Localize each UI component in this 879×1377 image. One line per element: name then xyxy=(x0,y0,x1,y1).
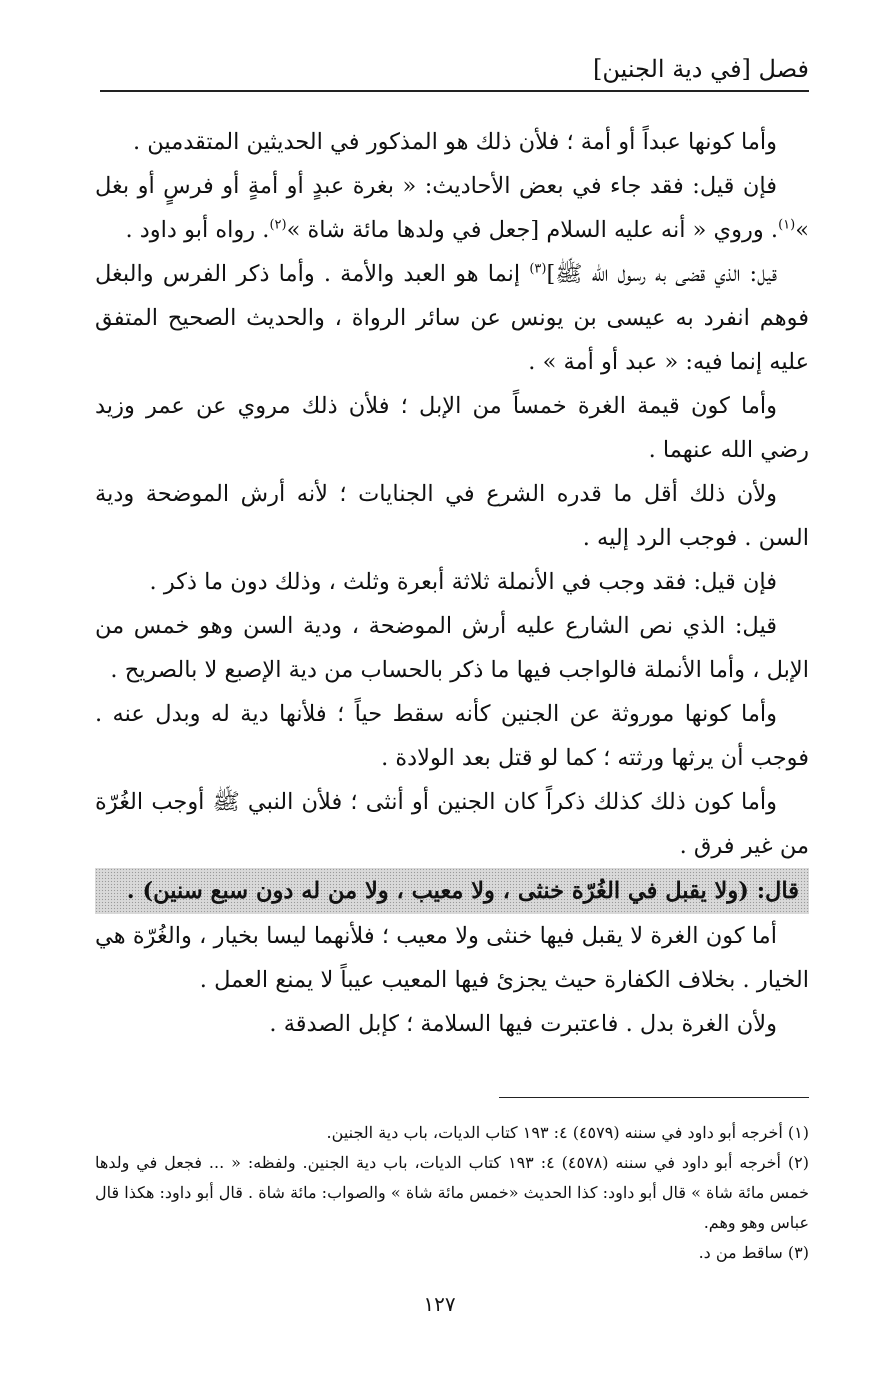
paragraph: فإن قيل: فقد وجب في الأنملة ثلاثة أبعرة وثلث ، وذلك دون ما ذكر . xyxy=(149,569,777,595)
paragraph: فإن قيل: فقد جاء في بعض الأحاديث: « بغرة عبدٍ أو أمةٍ أو فرسٍ أو بغل »$^{(١)}$. وروي « أنه عليه السلام [جعل في ولدها مائة شاة »$^{(٢)}$. رواه أبو داود . xyxy=(95,173,809,243)
footnote-divider xyxy=(499,1097,809,1098)
page-number: ١٢٧ xyxy=(423,1292,456,1316)
paragraph: وأما كونها عبداً أو أمة ؛ فلأن ذلك هو المذكور في الحديثين المتقدمين . xyxy=(132,129,777,155)
paragraph: وأما كون ذلك كذلك ذكراً كان الجنين أو أنثى ؛ فلأن النبي ﷺ أوجب الغُرّة من غير فرق . xyxy=(95,789,809,859)
matn-highlight: قال: (ولا يقبل في الغُرّة خنثى ، ولا معيب ، ولا من له دون سبع سنين) . xyxy=(95,868,809,914)
running-header xyxy=(100,50,809,92)
paragraph: وأما كونها موروثة عن الجنين كأنه سقط حياً ؛ فلأنها دية له وبدل عنه . فوجب أن يرثها ورثته ؛ كما لو قتل بعد الولادة . xyxy=(95,701,809,771)
main-text xyxy=(95,120,809,1046)
footnote-2: (٢) أخرجه أبو داود في سننه (٤٥٧٨) ٤: ١٩٣ كتاب الديات، باب دية الجنين. ولفظه: « ... فجعل في ولدها خمس مائة شاة » قال أبو داود: كذا الحديث «خمس مائة شاة » والصواب: مائة شاة . قال أبو داود: هكذا قال عباس وهو وهم. xyxy=(95,1153,810,1232)
paragraph: ولأن ذلك أقل ما قدره الشرع في الجنايات ؛ لأنه أرش الموضحة ودية السن . فوجب الرد إليه . xyxy=(95,481,809,551)
paragraph: وأما كون قيمة الغرة خمساً من الإبل ؛ فلأن ذلك مروي عن عمر وزيد رضي الله عنهما . xyxy=(95,393,809,463)
footnote-ref[interactable]: (١) xyxy=(778,217,796,233)
footnotes xyxy=(95,1118,809,1268)
footnote-ref[interactable]: (٢) xyxy=(269,217,287,233)
chapter-title: فصل [في دية الجنين] xyxy=(592,55,809,83)
paragraph: أما كون الغرة لا يقبل فيها خنثى ولا معيب ؛ فلأنهما ليسا بخيار ، والغُرّة هي الخيار . بخلاف الكفارة حيث يجزئ فيها المعيب عيباً لا يمنع العمل . xyxy=(95,923,809,993)
footnote-3: (٣) ساقط من د. xyxy=(698,1243,809,1262)
paragraph: قيل: الذي نص الشارع عليه أرش الموضحة ، ودية السن وهو خمس من الإبل ، وأما الأنملة فالواجب فيها ما ذكر بالحساب من دية الإصبع لا بالصريح . xyxy=(95,613,809,683)
paragraph: قيل: الذي قضى به رسول الله ﷺ]$^{(٣)}$ إنما هو العبد والأمة . وأما ذكر الفرس والبغل فوهم انفرد به عيسى بن يونس عن سائر الرواة ، والحديث الصحيح المتفق عليه إنما فيه: « عبد أو أمة » . xyxy=(95,261,809,375)
paragraph: ولأن الغرة بدل . فاعتبرت فيها السلامة ؛ كإبل الصدقة . xyxy=(269,1011,777,1037)
footnote-1: (١) أخرجه أبو داود في سننه (٤٥٧٩) ٤: ١٩٣ كتاب الديات، باب دية الجنين. xyxy=(326,1123,809,1142)
footnote-ref[interactable]: (٣) xyxy=(529,261,547,277)
